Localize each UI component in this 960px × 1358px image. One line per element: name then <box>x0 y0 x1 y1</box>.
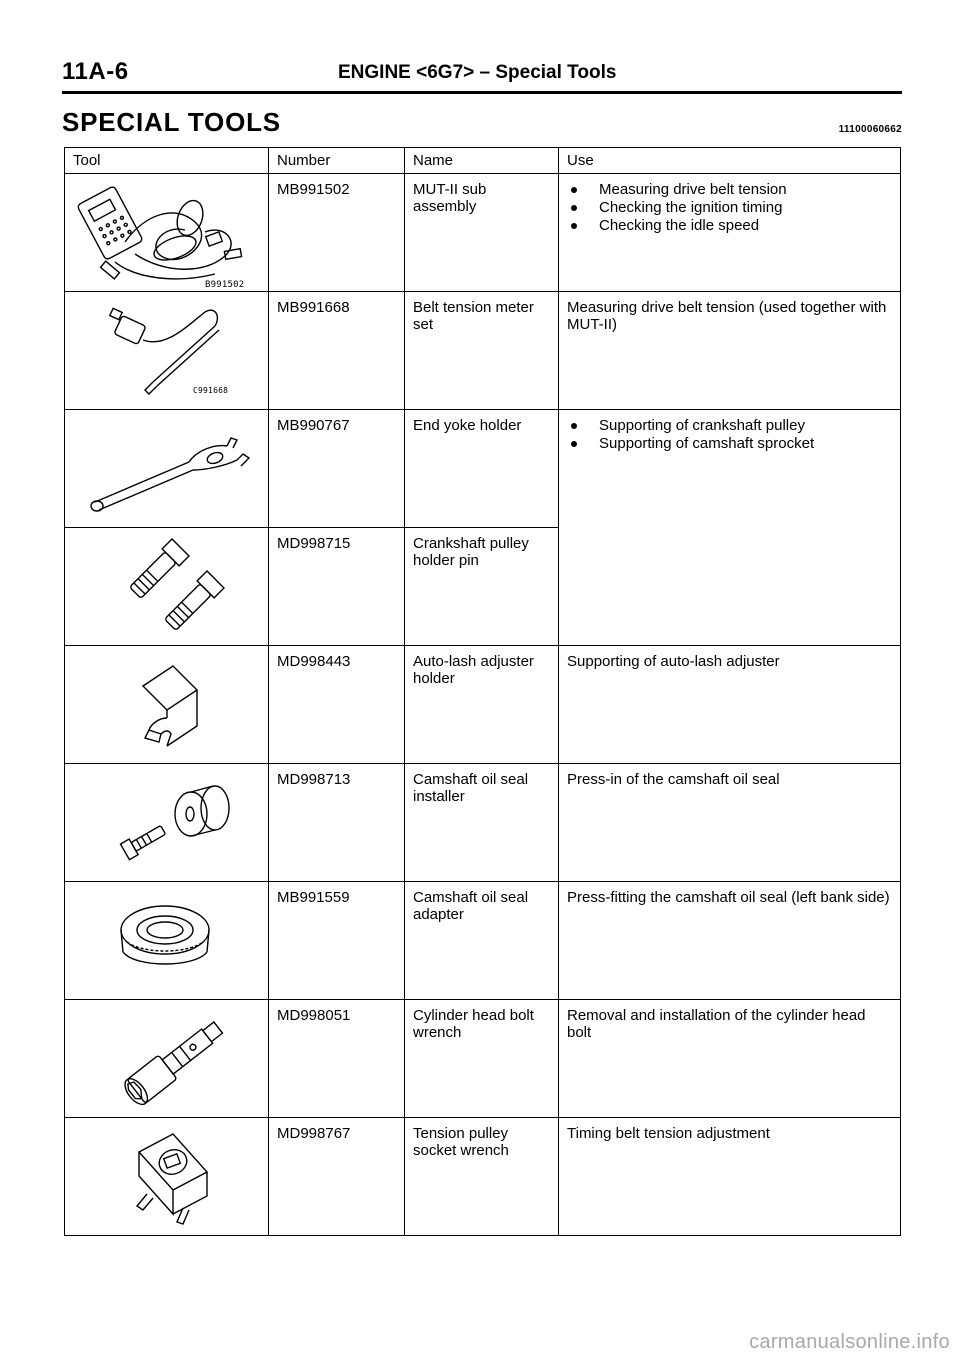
tool-name: Camshaft oil seal adapter <box>405 882 559 1000</box>
tool-illustration-cell <box>65 646 269 764</box>
tool-use: Measuring drive belt tension (used together with MUT-II) <box>559 292 901 410</box>
tool-number: MB991502 <box>269 174 405 292</box>
table-header-row <box>65 148 901 174</box>
tool-use <box>559 174 901 292</box>
table-row <box>65 646 901 764</box>
tool-name: Crankshaft pulley holder pin <box>405 528 559 646</box>
tool-use: Timing belt tension adjustment <box>559 1118 901 1236</box>
header-rule <box>62 91 902 94</box>
special-tools-table <box>64 147 901 1236</box>
table-row <box>65 174 901 292</box>
tool-name: Camshaft oil seal installer <box>405 764 559 882</box>
page-number: 11A-6 <box>62 58 129 85</box>
tool-number: MB991559 <box>269 882 405 1000</box>
oil-seal-adapter-icon <box>65 882 269 999</box>
tool-number: MD998051 <box>269 1000 405 1118</box>
tool-name: End yoke holder <box>405 410 559 528</box>
tool-use: Removal and installation of the cylinder head bolt <box>559 1000 901 1118</box>
mut-ii-tester-icon <box>65 174 269 291</box>
use-item: Supporting of crankshaft pulley <box>567 417 892 435</box>
tool-image-code: B991502 <box>205 280 245 290</box>
table-row <box>65 882 901 1000</box>
oil-seal-installer-icon <box>65 764 269 881</box>
tool-illustration-cell <box>65 174 269 292</box>
tension-pulley-socket-wrench-icon <box>65 1118 269 1235</box>
tool-number: MD998715 <box>269 528 405 646</box>
tool-name: Belt tension meter set <box>405 292 559 410</box>
tool-number: MD998443 <box>269 646 405 764</box>
tool-illustration-cell <box>65 882 269 1000</box>
tool-use: Press-in of the camshaft oil seal <box>559 764 901 882</box>
column-header-tool: Tool <box>65 148 269 174</box>
column-header-use: Use <box>559 148 901 174</box>
tool-image-code: C991668 <box>193 386 229 395</box>
tool-number: MB990767 <box>269 410 405 528</box>
document-code: 11100060662 <box>838 124 902 135</box>
tool-name: MUT-II sub assembly <box>405 174 559 292</box>
tool-illustration-cell <box>65 292 269 410</box>
table-row <box>65 1000 901 1118</box>
column-header-number: Number <box>269 148 405 174</box>
end-yoke-holder-icon <box>65 410 269 527</box>
use-item: Checking the idle speed <box>567 217 892 235</box>
tool-illustration-cell <box>65 410 269 528</box>
belt-tension-meter-icon <box>65 292 269 409</box>
watermark-link[interactable]: carmanualsonline.info <box>749 1331 950 1353</box>
holder-pin-icon <box>65 528 269 645</box>
table-row <box>65 292 901 410</box>
tool-number: MD998713 <box>269 764 405 882</box>
section-title: SPECIAL TOOLS <box>62 107 281 137</box>
table-row <box>65 1118 901 1236</box>
tool-name: Tension pulley socket wrench <box>405 1118 559 1236</box>
tool-illustration-cell <box>65 1000 269 1118</box>
tool-illustration-cell <box>65 764 269 882</box>
cylinder-head-bolt-wrench-icon <box>65 1000 269 1117</box>
column-header-name: Name <box>405 148 559 174</box>
tool-illustration-cell <box>65 1118 269 1236</box>
tool-use: Press-fitting the camshaft oil seal (left bank side) <box>559 882 901 1000</box>
tool-name: Cylinder head bolt wrench <box>405 1000 559 1118</box>
table-row <box>65 410 901 528</box>
tool-use <box>559 410 901 646</box>
auto-lash-adjuster-holder-icon <box>65 646 269 763</box>
use-item: Supporting of camshaft sprocket <box>567 435 892 453</box>
tool-illustration-cell <box>65 528 269 646</box>
running-title: ENGINE <6G7> – Special Tools <box>338 62 617 83</box>
tool-number: MD998767 <box>269 1118 405 1236</box>
use-item: Checking the ignition timing <box>567 199 892 217</box>
tool-number: MB991668 <box>269 292 405 410</box>
use-item: Measuring drive belt tension <box>567 181 892 199</box>
tool-name: Auto-lash adjuster holder <box>405 646 559 764</box>
tool-use: Supporting of auto-lash adjuster <box>559 646 901 764</box>
table-row <box>65 764 901 882</box>
